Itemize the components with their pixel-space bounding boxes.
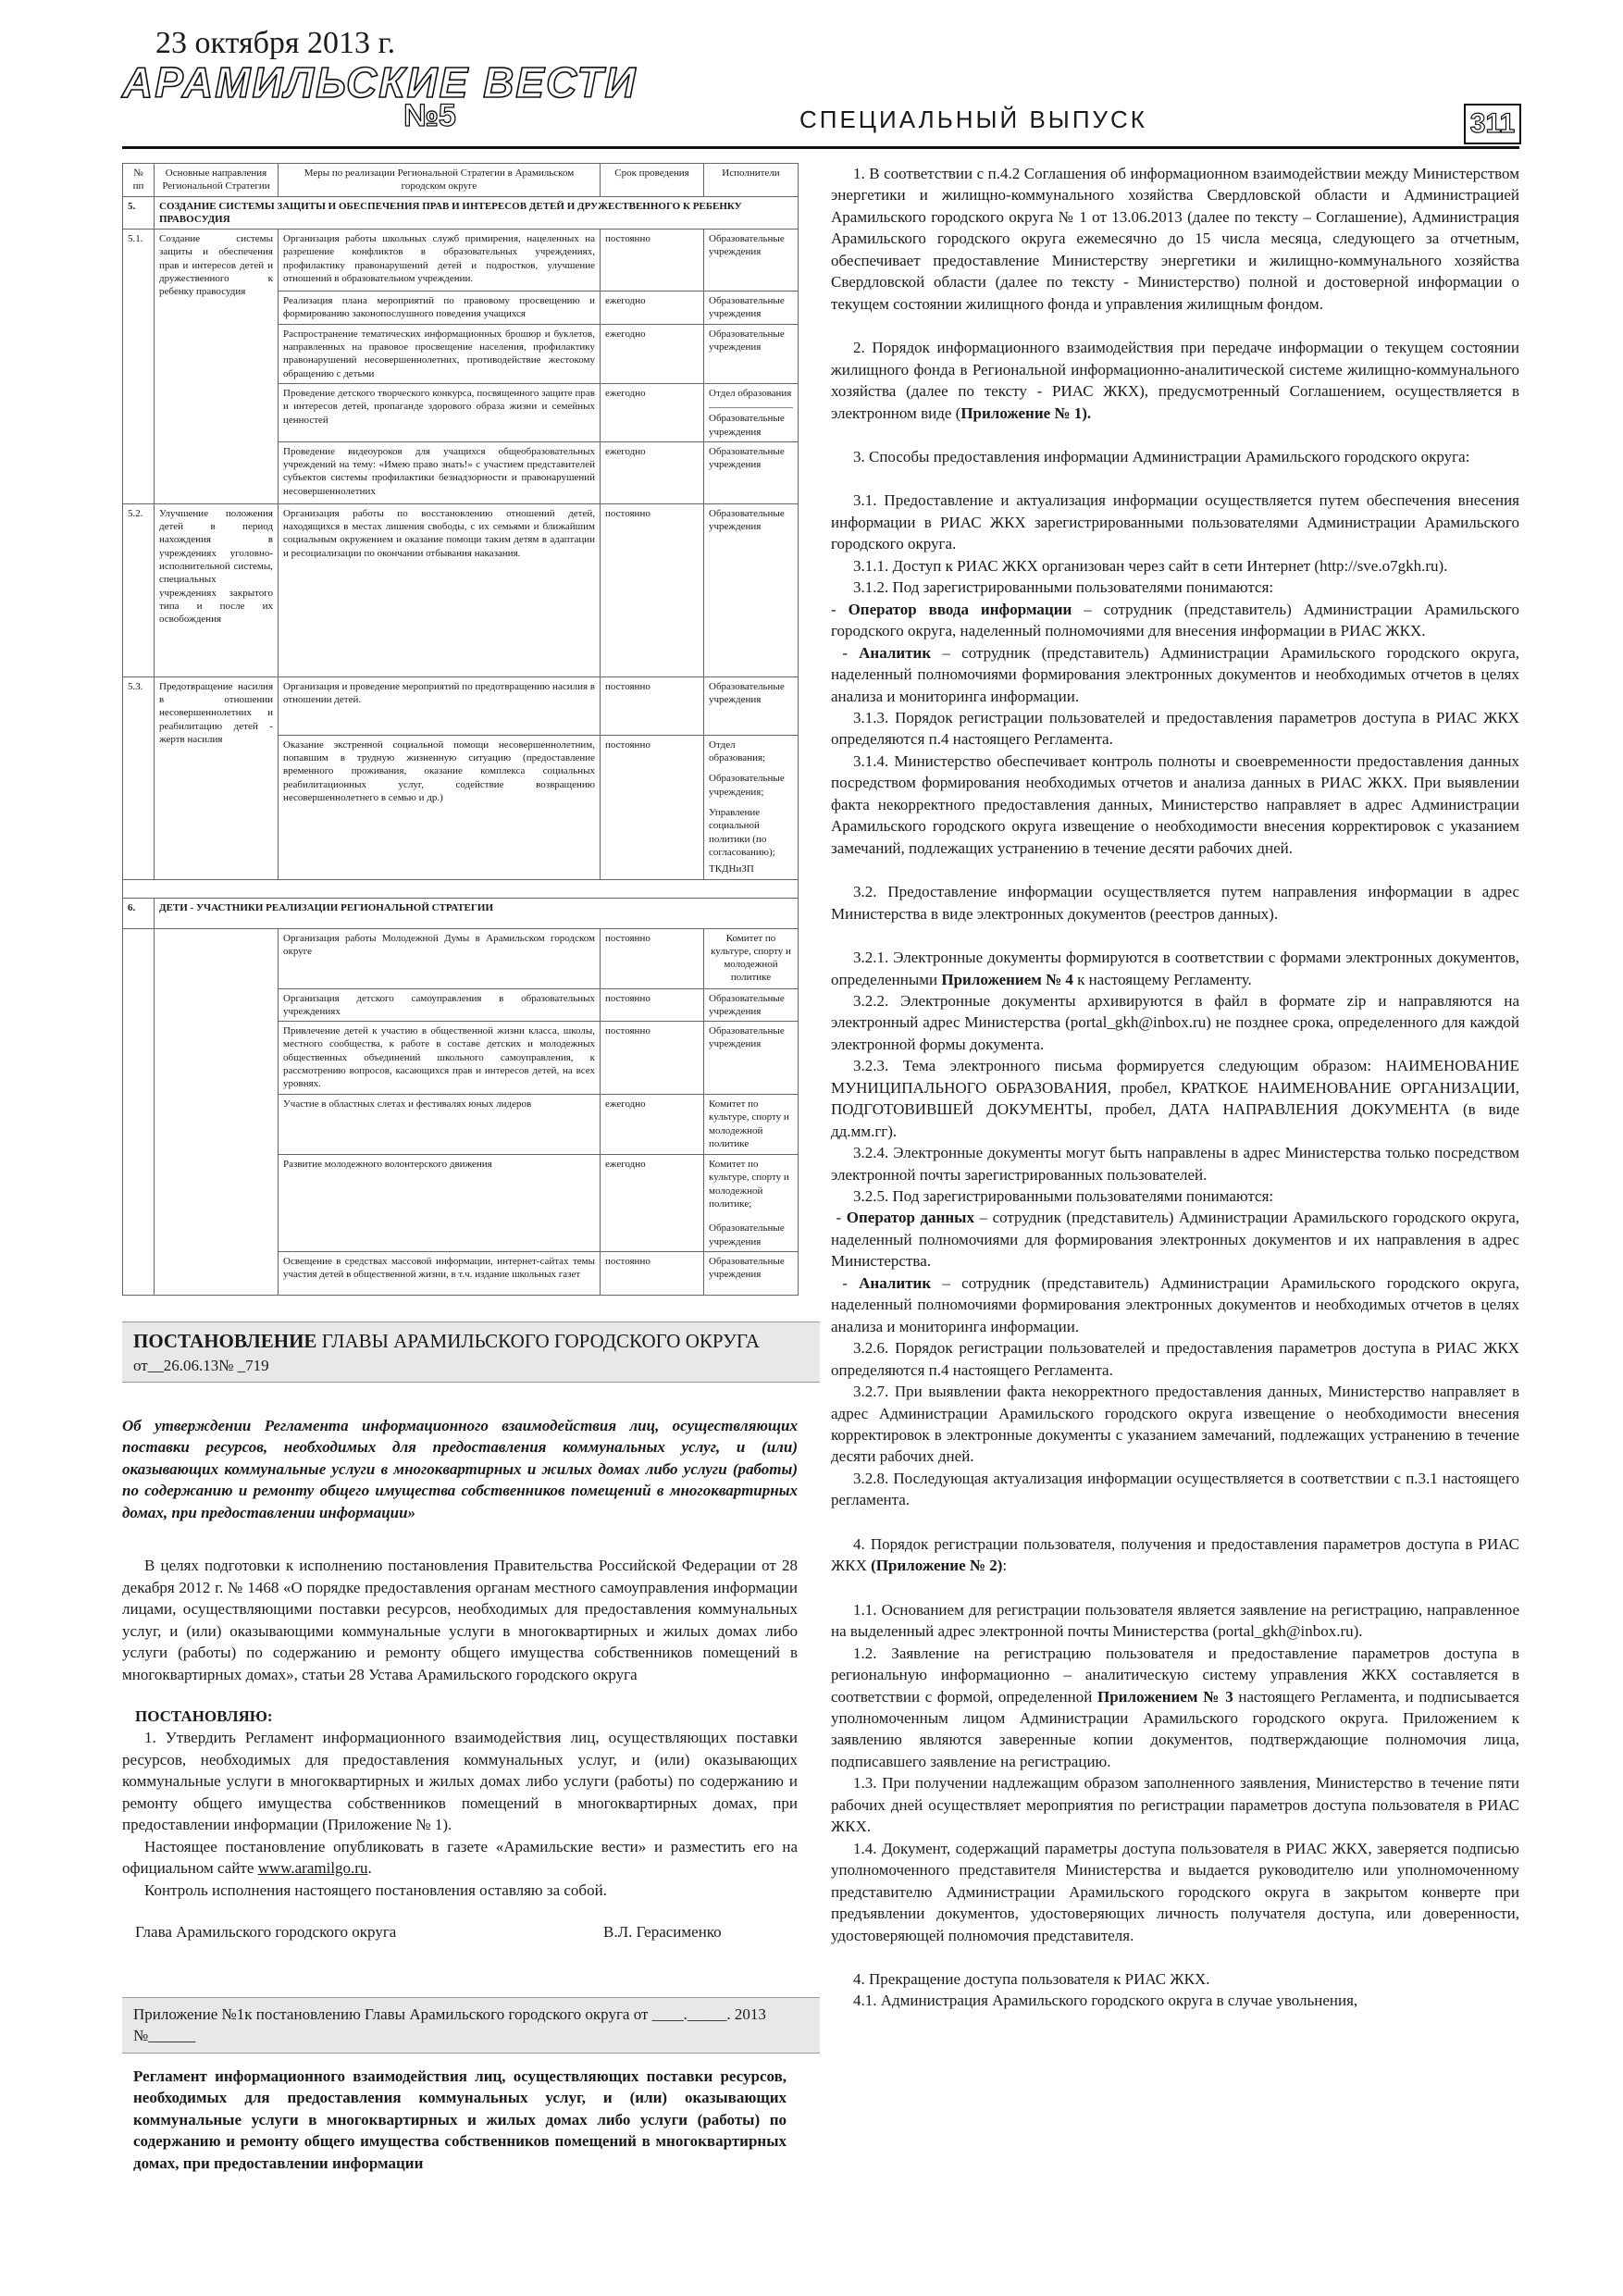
measure-cell: Участие в областных слетах и фестивалях юных лидеров (279, 1095, 601, 1155)
regulation-text (831, 163, 1519, 2012)
executor-cell (704, 1155, 799, 1252)
page-number: 311 (1464, 104, 1521, 144)
table-header-row (123, 164, 799, 197)
newspaper-title: АРАМИЛЬСКИЕ ВЕСТИ (122, 58, 638, 106)
measures-table (122, 163, 799, 1296)
header-divider (122, 146, 1519, 149)
signer-name: В.Л. Герасименко (603, 1923, 722, 1942)
resolution-number: от__26.06.13№ _719 (133, 1356, 269, 1374)
row-number: 5.1. (123, 230, 155, 504)
executor-line: Отдел образования; (709, 738, 766, 764)
section-title: СОЗДАНИЕ СИСТЕМЫ ЗАЩИТЫ И ОБЕСПЕЧЕНИЯ ПРАВ И ИНТЕРЕСОВ ДЕТЕЙ И ДРУЖЕСТВЕННОГО К РЕБЕНКУ ПРАВОСУДИЯ (155, 196, 799, 230)
site-link[interactable]: www.aramilgo.ru (257, 1859, 368, 1878)
resolution-intro: Об утверждении Регламента информационного взаимодействия лиц, осуществляющих поставки ресурсов, необходимых для предоставления коммунальных услуг, и (или) оказывающих коммунальные услуги в многоквартирных и жилых домах либо услуги (работы) по содержанию и ремонту общего имущества собственников помещений в многоквартирных домах, при предоставлении информации» (122, 1417, 798, 1521)
measure-cell: Организация детского самоуправления в образовательных учреждениях (279, 988, 601, 1022)
paragraph-3-2-5: 3.2.5. Под зарегистрированными пользователями понимаются: (853, 1187, 1274, 1206)
table-row (123, 503, 799, 676)
paragraph-3-2-3: 3.2.3. Тема электронного письма формируется следующим образом: НАИМЕНОВАНИЕ МУНИЦИПАЛЬНОГО ОБРАЗОВАНИЯ, пробел, КРАТКОЕ НАИМЕНОВАНИЕ ОРГАНИЗАЦИИ, ПОДГОТОВИВШЕЙ ДОКУМЕНТЫ, пробел, ДАТА НАПРАВЛЕНИЯ ДОКУМЕНТА (в виде дд.мм.гг). (831, 1057, 1519, 1140)
column-header: Исполнители (704, 164, 799, 197)
executor-line: Образовательные учреждения (709, 407, 793, 439)
row-direction: Предотвращение насилия в отношении несовершеннолетних и реабилитацию детей - жертв насилия (155, 676, 279, 879)
paragraph-4: 4. Порядок регистрации пользователя, получения и предоставления параметров доступа в РИАС ЖКХ (Приложение № 2): (831, 1534, 1519, 1575)
term-cell: постоянно (601, 230, 704, 292)
paragraph-4-1-2: 1.2. Заявление на регистрацию пользователя и предоставление параметров доступа в региональную информационно – аналитическую систему управления ЖКХ составляется в соответствии с формой, определенной Приложением № 3 настоящего Регламента, и подписывается уполномоченным лицом Администрации Арамильского городского округа. Приложением к заявлению являются заверенные копии документов, подтверждающие полномочия лица, подписавшего заявление на регистрацию. (831, 1644, 1520, 1770)
paragraph-3-2-6: 3.2.6. Порядок регистрации пользователей и предоставления параметров доступа в РИАС ЖКХ определяются п.4 настоящего Регламента. (831, 1339, 1519, 1379)
paragraph-3-2-4: 3.2.4. Электронные документы могут быть направлены в адрес Министерства только посредством электронной почты зарегистрированных пользователей. (831, 1144, 1519, 1184)
paragraph-4-1-1: 1.1. Основанием для регистрации пользователя является заявление на регистрацию, направленное на выделенный адрес электронной почты Министерства (portal_gkh@inbox.ru). (831, 1600, 1519, 1641)
control-paragraph: Контроль исполнения настоящего постановления оставляю за собой. (144, 1880, 607, 1899)
measure-cell: Проведение видеоуроков для учащихся общеобразовательных учреждений на тему: «Имею право знать!» с участием представителей субъектов системы профилактики безнадзорности и правонарушений несовершеннолетних (279, 441, 601, 503)
separator-row (123, 879, 799, 898)
executor-line: Образовательные учреждения; (709, 773, 785, 798)
column-header: № пп (123, 164, 155, 197)
executor-line: Отдел образования (709, 387, 792, 399)
executor-cell: Образовательные учреждения (704, 324, 799, 383)
executor-cell: Образовательные учреждения (704, 1251, 799, 1295)
measure-cell: Проведение детского творческого конкурса, посвященного защите прав и интересов детей, пропаганде здорового образа жизни и семейных ценностей (279, 383, 601, 441)
term-cell: ежегодно (601, 324, 704, 383)
resolution-authority: ГЛАВЫ АРАМИЛЬСКОГО ГОРОДСКОГО ОКРУГА (321, 1330, 760, 1352)
executor-cell: Комитет по культуре, спорту и молодежной политике (704, 928, 799, 988)
table-row (123, 928, 799, 988)
term-cell: постоянно (601, 735, 704, 879)
column-header: Основные направления Региональной Стратегии (155, 164, 279, 197)
resolution-label: ПОСТАНОВЛЕНИЕ (133, 1330, 317, 1352)
column-header: Меры по реализации Региональной Стратегии в Арамильском городском округе (279, 164, 601, 197)
paragraph-3-1-3: 3.1.3. Порядок регистрации пользователей и предоставления параметров доступа в РИАС ЖКХ определяются п.4 настоящего Регламента. (831, 708, 1519, 749)
paragraph-3-2-8: 3.2.8. Последующая актуализация информации осуществляется в соответствии с п.3.1 настоящего регламента. (831, 1469, 1519, 1509)
resolution-body (122, 1399, 798, 1945)
measure-cell: Организация работы Молодежной Думы в Арамильском городском округе (279, 928, 601, 988)
paragraph-3-2-2: 3.2.2. Электронные документы архивируются в файл в формате zip и направляются на электронный адрес Министерства (portal_gkh@inbox.ru) не позднее срока, определенного для каждой электронной формы документа. (831, 991, 1519, 1053)
term-cell: ежегодно (601, 1095, 704, 1155)
executor-line: Образовательные учреждения (709, 1222, 785, 1247)
signature-line (122, 1921, 798, 1945)
resolution-heading (122, 1322, 820, 1383)
measure-cell: Освещение в средствах массовой информации, интернет-сайтах темы участия детей в общественной жизни, в т.ч. издание школьных газет (279, 1251, 601, 1295)
executor-cell: Образовательные учреждения (704, 441, 799, 503)
regulation-title: Регламент информационного взаимодействия лиц, осуществляющих поставки ресурсов, необходимых для предоставления коммунальных услуг, и (или) оказывающих коммунальные услуги в многоквартирных и жилых домах либо услуги (работы) по содержанию и ремонту общего имущества собственников помещений в многоквартирных домах, при предоставлении информации (133, 2067, 787, 2172)
issue-number: №5 (403, 98, 456, 133)
measure-cell: Развитие молодежного волонтерского движения (279, 1155, 601, 1252)
paragraph-3: 3. Способы предоставления информации Администрации Арамильского городского округа: (853, 447, 1470, 465)
paragraph-3-1: 3.1. Предоставление и актуализация информации осуществляется путем обеспечения внесения информации в РИАС ЖКХ зарегистрированными пользователями Администрации Арамильского городского округа. (831, 491, 1519, 553)
signer-position: Глава Арамильского городского округа (135, 1923, 397, 1942)
section-title: СПЕЦИАЛЬНЫЙ ВЫПУСК (799, 105, 1147, 133)
term-cell: постоянно (601, 988, 704, 1022)
term-cell: ежегодно (601, 383, 704, 441)
measure-cell: Привлечение детей к участию в общественной жизни класса, школы, местного сообщества, к работе в составе детских и молодежных общественных объединений школьного самоуправления, к рассмотрению вопросов, касающихся прав и интересов детей, на всех уровнях. (279, 1022, 601, 1095)
paragraph-2: 2. Порядок информационного взаимодействия при передаче информации о текущем состоянии жилищного фонда в Региональной информационно-аналитической системе жилищно-коммунального хозяйства (далее по тексту - РИАС ЖКХ), предусмотренный Соглашением, осуществляется в электронном виде (Приложение № 1). (831, 339, 1519, 422)
executor-cell (704, 383, 799, 441)
executor-cell: Образовательные учреждения (704, 676, 799, 735)
paragraph-3-1-2: 3.1.2. Под зарегистрированными пользователями понимаются: (853, 578, 1274, 597)
paragraph-4-stop: 4. Прекращение доступа пользователя к РИАС ЖКХ. (853, 1969, 1210, 1988)
section-title: ДЕТИ - УЧАСТНИКИ РЕАЛИЗАЦИИ РЕГИОНАЛЬНОЙ СТРАТЕГИИ (155, 898, 799, 928)
term-cell: постоянно (601, 676, 704, 735)
row-number: 5.2. (123, 503, 155, 676)
section-number: 5. (123, 196, 155, 230)
measure-cell: Организация работы школьных служб примирения, нацеленных на разрешение конфликтов в образовательных учреждениях, профилактику правонарушений детей и подростков, улучшение отношений в образовательном учреждении. (279, 230, 601, 292)
section-number: 6. (123, 898, 155, 928)
table-row (123, 676, 799, 735)
executor-cell: Образовательные учреждения (704, 503, 799, 676)
section-row (123, 898, 799, 928)
paragraph-4-1-4: 1.4. Документ, содержащий параметры доступа пользователя в РИАС ЖКХ, заверяется подписью уполномоченного представителя Министерства и выдается руководителю или уполномоченному представителю Администрации Арамильского городского округа в закрытом конверте при предъявлении документов, удостоверяющих личность получателя доступа, или доверенности, удостоверяющей полномочия представителя. (831, 1839, 1519, 1944)
row-number: 5.3. (123, 676, 155, 879)
measure-cell: Распространение тематических информационных брошюр и буклетов, направленных на правовое просвещение населения, профилактику правонарушений несовершеннолетних, противодействие жестокому обращению с детьми (279, 324, 601, 383)
issue-date: 23 октября 2013 г. (155, 26, 396, 60)
analyst-definition-2: - Аналитик – сотрудник (представитель) Администрации Арамильского городского округа, наделенный полномочиями формирования электронных документов и необходимых отчетов в целях анализа и мониторинга информации. (831, 1273, 1519, 1335)
measure-cell: Реализация плана мероприятий по правовому просвещению и формированию законопослушного поведения учащихся (279, 292, 601, 325)
term-cell: постоянно (601, 1251, 704, 1295)
paragraph-3-1-1: 3.1.1. Доступ к РИАС ЖКХ организован через сайт в сети Интернет (http://sve.o7gkh.ru). (853, 556, 1448, 575)
executor-cell: Комитет по культуре, спорту и молодежной политике (704, 1095, 799, 1155)
executor-cell (704, 735, 799, 879)
executor-cell: Образовательные учреждения (704, 292, 799, 325)
term-cell: постоянно (601, 928, 704, 988)
term-cell: ежегодно (601, 441, 704, 503)
appendix-heading: Приложение №1к постановлению Главы Арамильского городского округа от ____._____. 2013 №______ (122, 1997, 820, 2054)
resolution-preamble: В целях подготовки к исполнению постановления Правительства Российской Федерации от 28 декабря 2012 г. № 1468 «О порядке предоставления органам местного самоуправления информации лицами, осуществляющими поставки ресурсов, необходимых для предоставления коммунальных услуг, и (или) оказывающими коммунальные услуги в многоквартирных и жилых домах либо услуги (работы) по содержанию и ремонту общего имущества собственников помещений в многоквартирных домах», статьи 28 Устава Арамильского городского округа (122, 1557, 798, 1683)
term-cell: ежегодно (601, 1155, 704, 1252)
executor-cell: Образовательные учреждения (704, 988, 799, 1022)
column-header: Срок проведения (601, 164, 704, 197)
analyst-definition: - Аналитик – сотрудник (представитель) Администрации Арамильского городского округа, наделенный полномочиями формирования электронных документов и необходимых отчетов в целях анализа и мониторинга информации. (831, 643, 1519, 705)
term-cell: ежегодно (601, 292, 704, 325)
operator-definition: - Оператор ввода информации – сотрудник (представитель) Администрации Арамильского городского округа, наделенный полномочиями для внесения информации в РИАС ЖКХ. (831, 600, 1519, 640)
row-direction: Создание системы защиты и обеспечения прав и интересов детей и дружественного к ребенку правосудия (155, 230, 279, 504)
section-row (123, 196, 799, 230)
paragraph-4-stop-1: 4.1. Администрация Арамильского городского округа в случае увольнения, (853, 1992, 1358, 2010)
measure-cell: Организация и проведение мероприятий по предотвращению насилия в отношении детей. (279, 676, 601, 735)
decree-item-1: 1. Утвердить Регламент информационного взаимодействия лиц, осуществляющих поставки ресурсов, необходимых для предоставления коммунальных услуг, и (или) оказывающих коммунальные услуги в многоквартирных и жилых домах либо услуги (работы) по содержанию и ремонту общего имущества собственников помещений в многоквартирных домах, при предоставлении информации (Приложение № 1). (122, 1729, 798, 1834)
executor-cell: Образовательные учреждения (704, 230, 799, 292)
executor-line: Комитет по культуре, спорту и молодежной политике; (709, 1159, 789, 1210)
paragraph-4-1-3: 1.3. При получении надлежащим образом заполненного заявления, Министерство в течение пяти рабочих дней осуществляет мероприятия по регистрации параметров доступа пользователя в РИАС ЖКХ. (831, 1774, 1519, 1836)
executor-line: Управление социальной политики (по согласованию); (709, 807, 775, 858)
data-operator-definition: - Оператор данных – сотрудник (представитель) Администрации Арамильского городского округа, наделенный полномочиями для формирования электронных документов и их направления в адрес Министерства. (831, 1209, 1519, 1271)
row-direction: Улучшение положения детей в период нахождения в учреждениях уголовно-исполнительной системы, специальных учреждениях закрытого типа и после их освобождения (155, 503, 279, 676)
paragraph-3-2-7: 3.2.7. При выявлении факта некорректного предоставления данных, Министерство направляет в адрес Администрации Арамильского городского округа извещение о необходимости внесения корректировок в электронные документы с указанием замечаний, подлежащих устранению в течение десяти рабочих дней. (831, 1383, 1519, 1466)
paragraph-1: 1. В соответствии с п.4.2 Соглашения об информационном взаимодействии между Министерством энергетики и жилищно-коммунального хозяйства Свердловской области и Администрацией Арамильского городского округа № 1 от 13.06.2013 (далее по тексту – Соглашение), Администрация Арамильского городского округа ежемесячно до 15 числа месяца, следующего за отчетным, обеспечивает предоставление Министерству энергетики и жилищно-коммунального хозяйства Свердловской области (далее по тексту - Министерство) полной и достоверной информации о текущем состоянии жилищного фонда и управления жилищным фондом. (831, 165, 1519, 313)
table-row (123, 230, 799, 292)
term-cell: постоянно (601, 503, 704, 676)
decree-label: ПОСТАНОВЛЯЮ: (135, 1706, 273, 1725)
measure-cell: Оказание экстренной социальной помощи несовершеннолетним, попавшим в трудную жизненную ситуацию (предоставление временного проживания, оказание комплекса социальных реабилитационных услуг, содействие возвращению несовершеннолетнего в семью и др.) (279, 735, 601, 879)
paragraph-3-2: 3.2. Предоставление информации осуществляется путем направления информации в адрес Министерства в виде электронных документов (реестров данных). (831, 883, 1519, 923)
paragraph-3-2-1: 3.2.1. Электронные документы формируются в соответствии с формами электронных документов, определенными Приложением № 4 к настоящему Регламенту. (831, 949, 1519, 988)
executor-cell: Образовательные учреждения (704, 1022, 799, 1095)
term-cell: постоянно (601, 1022, 704, 1095)
measure-cell: Организация работы по восстановлению отношений детей, находящихся в местах лишения свободы, с их семьями и ближайшим социальным окружением и оказание помощи таким детям в адаптации и ресоциализации по окончании отбывания наказания. (279, 503, 601, 676)
executor-line: ТКДНиЗП (709, 863, 754, 875)
publish-paragraph: Настоящее постановление опубликовать в газете «Арамильские вести» и разместить его на официальном сайте www.aramilgo.ru. (122, 1837, 798, 1878)
paragraph-3-1-4: 3.1.4. Министерство обеспечивает контроль полноты и своевременности предоставления данных посредством формирования необходимых отчетов и анализа данных в РИАС ЖКХ. При выявлении факта некорректного предоставления данных, Министерство направляет в адрес Администрации Арамильского городского округа извещение о необходимости внесения корректировок с указанием замечаний, подлежащих устранению в течение десяти рабочих дней. (831, 751, 1519, 857)
